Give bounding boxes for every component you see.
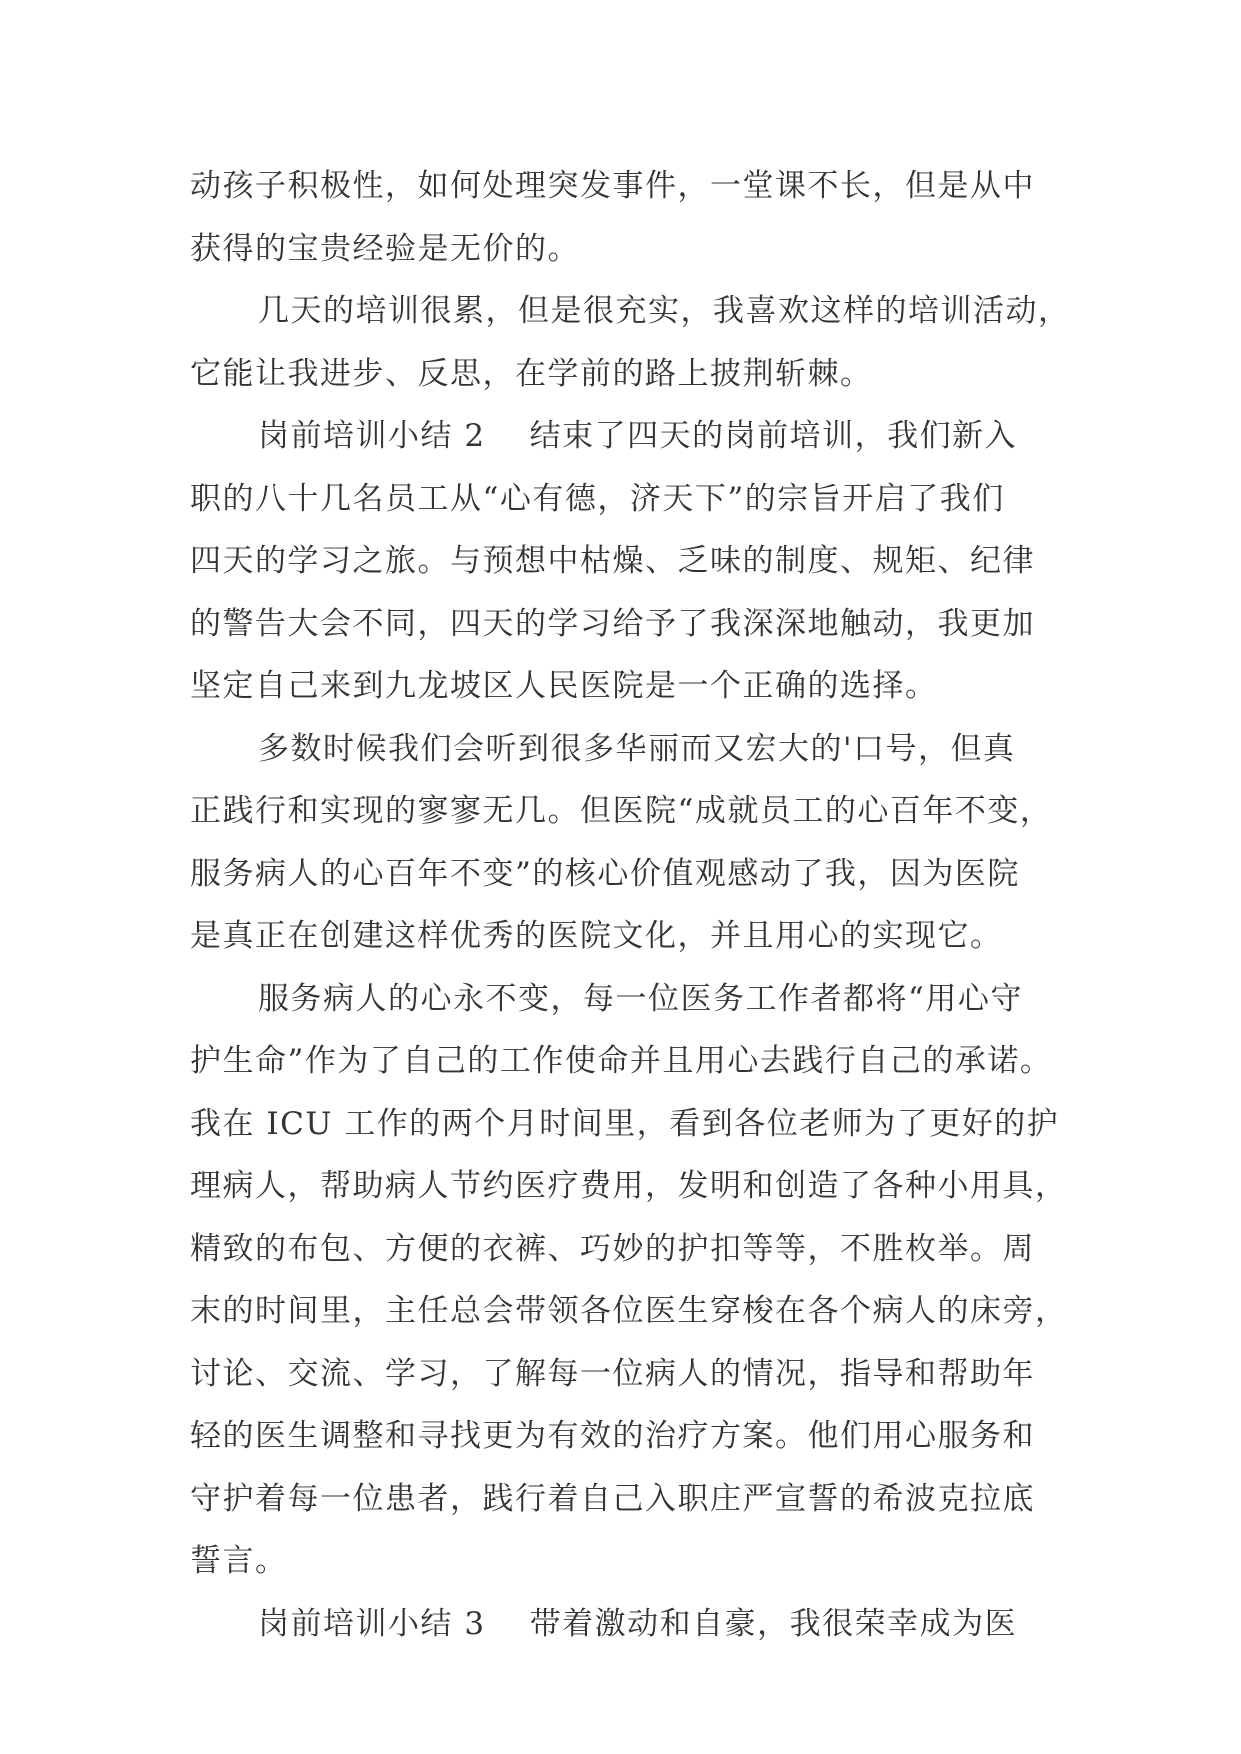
text-line: 服务病人的心百年不变”的核心价值观感动了我，因为医院 [190,855,1020,892]
paragraph-first-line: 几天的培训很累，但是很充实，我喜欢这样的培训活动， [258,293,1071,329]
text-line: 守护着每一位患者，践行着自己入职庄严宣誓的希波克拉底 [190,1480,1035,1517]
text-line: 末的时间里，主任总会带领各位医生穿梭在各个病人的床旁， [190,1293,1068,1329]
text-line: 正践行和实现的寥寥无几。但医院“成就员工的心百年不变， [190,793,1053,829]
text-line: 我在 ICU 工作的两个月时间里，看到各位老师为了更好的护 [190,1105,1060,1142]
section-heading: 岗前培训小结 2 [258,418,486,454]
section-text: 带着激动和自豪，我很荣幸成为医 [529,1605,1018,1642]
text-line: 获得的宝贵经验是无价的。 [190,230,580,267]
text-line: 誓言。 [190,1543,288,1579]
text-line: 动孩子积极性，如何处理突发事件，一堂课不长，但是从中 [190,168,1035,204]
text-line: 职的八十几名员工从“心有德，济天下”的宗旨开启了我们 [190,480,1005,517]
text-line: 精致的布包、方便的衣裤、巧妙的护扣等等，不胜枚举。周 [190,1230,1035,1267]
text-line: 轻的医生调整和寻找更为有效的治疗方案。他们用心服务和 [190,1418,1035,1454]
text-line: 讨论、交流、学习，了解每一位病人的情况，指导和帮助年 [190,1355,1035,1392]
section-heading-line [190,405,1050,468]
text-line: 的警告大会不同，四天的学习给予了我深深地触动，我更加 [190,605,1035,642]
body-text [190,155,1071,1655]
paragraph-first-line: 服务病人的心永不变，每一位医务工作者都将“用心守 [258,980,1023,1017]
text-line: 它能让我进步、反思，在学前的路上披荆斩棘。 [190,355,873,392]
text-line: 护生命”作为了自己的工作使命并且用心去践行自己的承诺。 [190,1043,1053,1079]
text-line: 坚定自己来到九龙坡区人民医院是一个正确的选择。 [190,668,938,704]
paragraph-first-line: 多数时候我们会听到很多华丽而又宏大的'口号，但真 [258,730,1016,767]
section-text: 结束了四天的岗前培训，我们新入 [529,418,1018,454]
text-line: 理病人，帮助病人节约医疗费用，发明和创造了各种小用具， [190,1168,1068,1204]
text-line: 四天的学习之旅。与预想中枯燥、乏味的制度、规矩、纪律 [190,543,1035,579]
section-heading-line [190,1593,1050,1656]
text-line: 是真正在创建这样优秀的医院文化，并且用心的实现它。 [190,918,1003,954]
section-heading: 岗前培训小结 3 [258,1605,486,1642]
